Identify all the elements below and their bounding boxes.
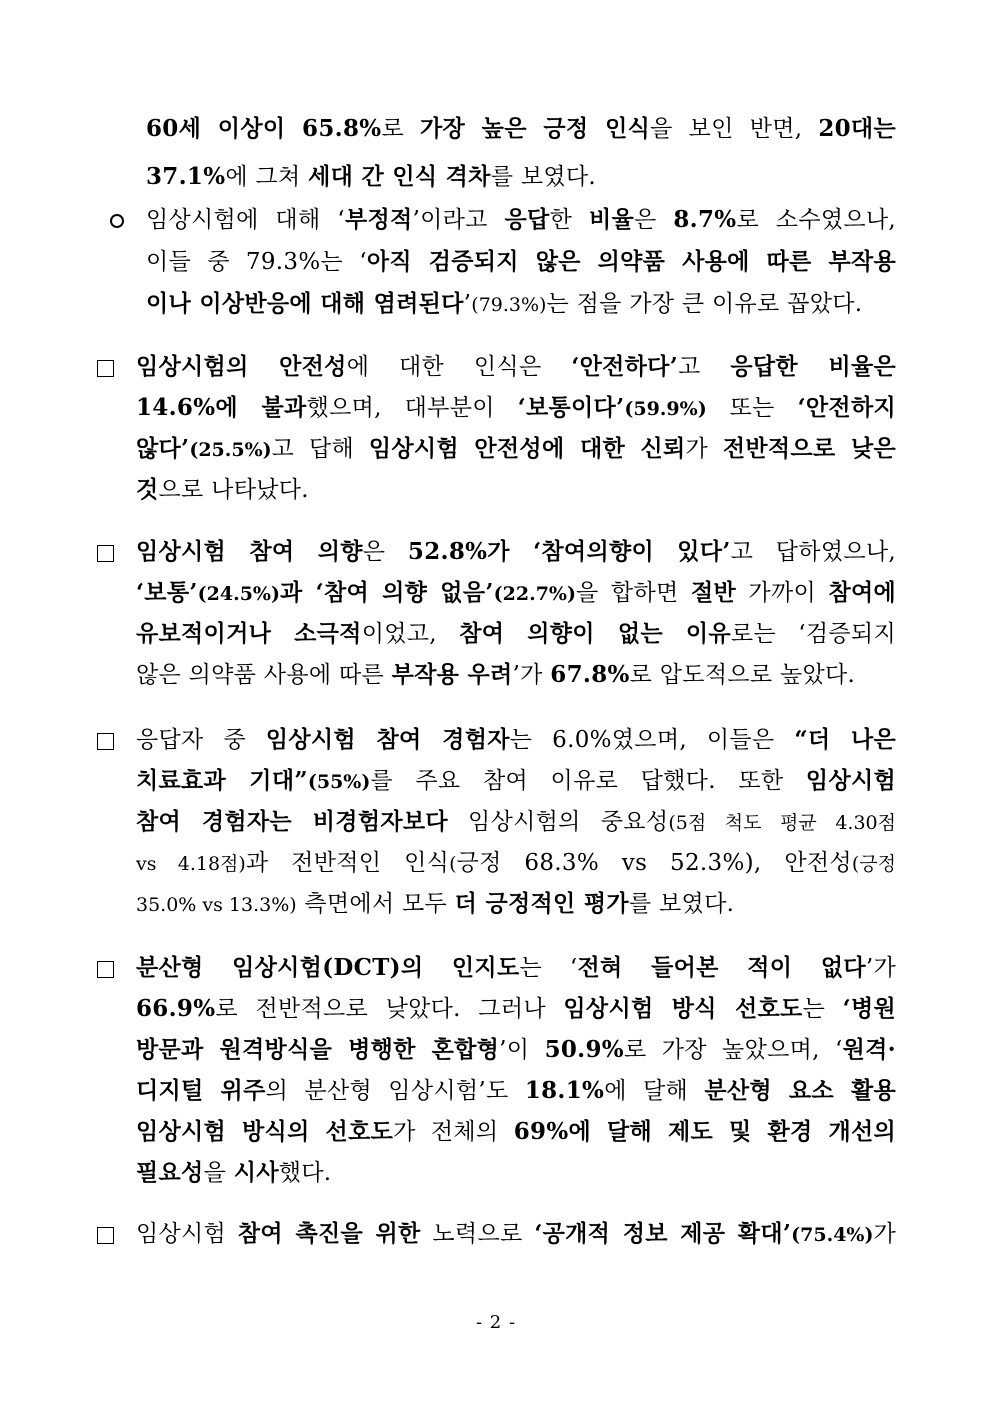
text-run: 로는 ‘검증되지: [730, 621, 896, 647]
text-line: [136, 1033, 896, 1067]
text-line: [136, 951, 896, 985]
text-run: 는 ‘: [519, 955, 578, 981]
text-run: 35.0% vs 13.3%): [136, 894, 297, 916]
text-line: [136, 764, 896, 799]
text-run: 을: [203, 1160, 234, 1186]
bold-text: 67.8%: [550, 661, 630, 688]
text-run: ’: [463, 291, 472, 317]
text-run: 를 보였다.: [628, 891, 735, 917]
text-run: 또는: [706, 395, 798, 421]
text-line: [136, 887, 896, 922]
text-line: [136, 576, 896, 611]
bold-text: 치료효과 기대”: [136, 767, 308, 794]
text-run: 은: [633, 207, 674, 233]
bold-text: (25.5%): [189, 439, 272, 461]
text-run: 가 전체의: [393, 1119, 514, 1145]
bold-text: 임상시험 방식의 선호도: [136, 1118, 394, 1145]
text-line: [136, 723, 896, 757]
bold-text: 아직 검증되지 않은 의약품 사용에 따른 부작용: [366, 248, 896, 275]
text-run: 측면에서 모두: [296, 891, 455, 917]
text-run: ’이라고: [412, 207, 505, 233]
text-run: 했다.: [278, 1160, 332, 1186]
bold-text: 참여에: [828, 579, 896, 606]
bold-text: 부작용 우려: [391, 661, 513, 688]
text-run: 는 점을 가장 큰 이유로 꼽았다.: [546, 291, 863, 317]
bold-text: ‘공개적 정보 제공 확대’: [534, 1220, 792, 1247]
bold-text: (55%): [307, 771, 371, 793]
text-run: 과 전반적인 인식: [245, 850, 450, 876]
text-run: 을 보인 반면,: [650, 116, 819, 142]
bold-text: 유보적이거나 소극적: [136, 620, 362, 647]
bold-text: (59.9%): [624, 398, 707, 420]
bold-text: ‘안전하다’: [571, 353, 678, 380]
text-line: [136, 658, 896, 692]
bold-text: 임상시험 참여 의향: [136, 538, 363, 565]
text-run: 가까이: [735, 580, 829, 606]
bold-text: 임상시험 참여 경험자: [265, 726, 510, 753]
text-line: [146, 160, 896, 194]
text-run: 이었고,: [361, 621, 460, 647]
text-run: ’이: [499, 1037, 545, 1063]
text-line: [136, 1115, 896, 1149]
bold-text: 과 ‘참여 의향 없음’: [279, 579, 494, 606]
bold-text: 임상시험 방식 선호도: [563, 995, 803, 1022]
bold-text: 비율: [588, 206, 634, 233]
bold-text: “더 나은: [794, 726, 896, 753]
text-run: 응답자 중: [136, 727, 266, 753]
bold-text: 필요성: [136, 1159, 204, 1186]
text-run: 임상시험에 대해 ‘: [146, 207, 345, 233]
bold-text: 분산형 요소 활용: [704, 1077, 896, 1104]
text-run: 로 압도적으로 높았다.: [629, 662, 856, 688]
text-run: 가: [873, 1221, 896, 1247]
text-run: 로: [381, 116, 420, 142]
text-line: [136, 350, 896, 384]
bold-text: ‘안전하지: [797, 394, 896, 421]
bold-text: 참여 의향이 없는 이유: [459, 620, 731, 647]
text-run: 고 답해: [271, 436, 369, 462]
bold-text: 14.6%에 불과: [136, 394, 307, 421]
text-run: ’가: [865, 955, 896, 981]
bold-text: (22.7%): [493, 583, 576, 605]
text-run: (긍정: [851, 853, 896, 875]
text-run: 임상시험: [136, 1221, 238, 1247]
text-run: 을 합하면: [575, 580, 691, 606]
bold-text: ‘보통’: [136, 579, 198, 606]
bold-text: 참여 경험자는 비경험자보다: [136, 808, 448, 835]
text-run: 고: [678, 354, 731, 380]
text-run: 가: [685, 436, 723, 462]
text-line: [136, 846, 896, 881]
bold-text: 가장 높은 긍정 인식: [419, 115, 651, 142]
bold-text: 66.9%: [136, 995, 216, 1022]
bold-text: (24.5%): [197, 583, 280, 605]
text-line: [136, 473, 896, 507]
text-run: 로 가장 높았으며, ‘: [623, 1037, 843, 1063]
checkbox-bullet-icon: [97, 1227, 114, 1244]
bold-text: 이나 이상반응에 대해 염려된다: [146, 290, 464, 317]
text-run: 를 보였다.: [490, 164, 597, 190]
text-line: [136, 992, 896, 1026]
text-line: [146, 203, 896, 237]
bold-text: 임상시험의 안전성: [136, 353, 347, 380]
bold-text: 69%에 달해 제도 및 환경 개선의: [513, 1118, 896, 1145]
text-run: 이들 중 79.3%는 ‘: [146, 249, 367, 275]
bold-text: 응답: [504, 206, 550, 233]
text-run: 로 소수였으나,: [736, 207, 896, 233]
text-run: (5점 척도 평균 4.30점: [668, 812, 896, 834]
text-line: [136, 1217, 896, 1252]
text-run: (79.3%): [471, 294, 547, 316]
bold-text: ‘병원: [842, 995, 896, 1022]
circle-bullet-icon: [110, 214, 124, 228]
bold-text: 60세 이상이 65.8%: [146, 115, 382, 142]
text-run: 했으며, 대부분이: [306, 395, 518, 421]
bold-text: 원격·: [842, 1036, 896, 1063]
bold-text: 8.7%: [673, 206, 737, 233]
bold-text: 20대는: [818, 115, 896, 142]
bold-text: 분산형 임상시험(DCT)의 인지도: [136, 954, 520, 981]
bold-text: 임상시험: [805, 767, 896, 794]
bold-text: 18.1%: [524, 1077, 605, 1104]
bold-text: 것: [136, 476, 159, 503]
text-line: [136, 1074, 896, 1108]
text-line: [136, 805, 896, 840]
text-line: [146, 112, 896, 146]
text-run: 고 답하였으나,: [730, 539, 896, 565]
checkbox-bullet-icon: [97, 733, 114, 750]
checkbox-bullet-icon: [97, 360, 114, 377]
text-run: 으로 나타났다.: [158, 477, 309, 503]
text-run: (: [449, 853, 457, 875]
bold-text: (75.4%): [791, 1224, 874, 1246]
checkbox-bullet-icon: [97, 961, 114, 978]
bold-text: 절반: [690, 579, 736, 606]
bold-text: 50.9%: [544, 1036, 624, 1063]
text-run: 로 전반적으로 낮았다. 그러나: [215, 996, 564, 1022]
text-run: 를 주요 참여 이유로 답했다. 또한: [370, 768, 806, 794]
checkbox-bullet-icon: [97, 545, 114, 562]
text-run: ’가: [512, 662, 551, 688]
text-run: 한: [549, 207, 589, 233]
text-run: 않은 의약품 사용에 따른: [136, 662, 392, 688]
bold-text: 않다’: [136, 435, 190, 462]
bold-text: 부정적: [344, 206, 413, 233]
text-line: [146, 287, 896, 322]
bold-text: 37.1%: [146, 163, 226, 190]
bold-text: 방문과 원격방식을 병행한 혼합형: [136, 1036, 500, 1063]
text-run: 노력으로: [420, 1221, 535, 1247]
text-line: [136, 432, 896, 467]
bold-text: 시사: [233, 1159, 279, 1186]
text-run: 는 6.0%였으며, 이들은: [509, 727, 795, 753]
text-line: [136, 617, 896, 651]
bold-text: 세대 간 인식 격차: [308, 163, 491, 190]
bold-text: 참여 촉진을 위한: [237, 1220, 421, 1247]
bold-text: 임상시험 안전성에 대한 신뢰: [368, 435, 686, 462]
bold-text: ‘보통이다’: [517, 394, 625, 421]
text-run: 의 분산형 임상시험’도: [265, 1078, 525, 1104]
text-line: [146, 245, 896, 279]
bold-text: 디지털 위주: [136, 1077, 266, 1104]
text-line: [136, 391, 896, 426]
text-run: 에 달해: [604, 1078, 705, 1104]
bold-text: 전반적으로 낮은: [722, 435, 897, 462]
text-run: 에 그쳐: [225, 164, 309, 190]
text-run: vs 4.18점): [136, 853, 246, 875]
page-number: - 2 -: [475, 1312, 517, 1333]
bold-text: 응답한 비율은: [730, 353, 896, 380]
text-run: 은: [362, 539, 408, 565]
text-line: [136, 535, 896, 569]
bold-text: 52.8%가 ‘참여의향이 있다’: [407, 538, 731, 565]
text-run: 는: [802, 996, 843, 1022]
bold-text: 더 긍정적인 평가: [454, 890, 629, 917]
text-run: 임상시험의 중요성: [447, 809, 669, 835]
text-run: 에 대한 인식은: [346, 354, 572, 380]
text-line: [136, 1156, 896, 1190]
text-run: 긍정 68.3% vs 52.3%), 안전성: [456, 850, 852, 876]
bold-text: 전혀 들어본 적이 없다: [577, 954, 866, 981]
